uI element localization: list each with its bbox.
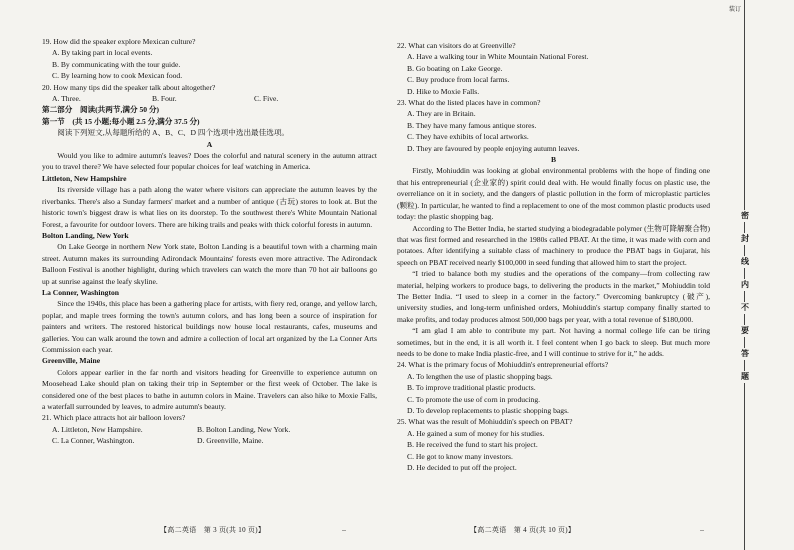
q21-option-a[interactable]: A. Littleton, New Hampshire. <box>52 424 143 434</box>
passage-b-para-1: Firstly, Mohiuddin was looking at global environmental problems with the hope of finding one that his entrepreneurial (企业家的) spirit could deal with. He would finally focus on plastic use, the overreliance on it in society, and the dangers of plastic pollution in the form of microplastic particles (颗粒). In particular, he wanted to find a replacement to one of the most common plastic products used today: the plastic shopping bag. <box>397 166 710 222</box>
place-littleton-text: Its riverside village has a path along the water where visitors can appreciate the autumn leaves by the riverbanks. There's also a Sunday farmers' market and a number of antique (古玩) stores to look at. But the historic town's biggest draw is what lies on its doorstep. To the southwest there's White Mountain National Forest, a favourite for outdoor lovers. There are hiking trails and peaks with thick colorful forests in autumn. <box>42 185 377 229</box>
seal-rule <box>744 0 745 550</box>
q23-option-a[interactable]: A. They are in Britain. <box>407 109 476 119</box>
q24-option-c[interactable]: C. To promote the use of corn in producing. <box>407 394 541 404</box>
page-footer-right: 【高二英语 第 4 页(共 10 页)】 <box>470 526 576 534</box>
q22-stem: 22. What can visitors do at Greenville? <box>397 41 516 50</box>
place-bolton-name: Bolton Landing, New York <box>42 230 129 240</box>
q22-option-c[interactable]: C. Buy produce from local farms. <box>407 75 510 85</box>
passage-b-para-3: “I tried to balance both my studies and the operations of the company—from collecting raw material, helping workers to produce bags, to delivering the products in the market,” Mohiuddin told The Better India. “I used to sleep in a corner in the factory.” Overcoming bankruptcy (破产), university studies, and long-term unfinished orders, Mohiuddin's startup company finally started to make profits, and today produces almost 500,000 bags per year, with a total revenue of $180,000. <box>397 269 710 324</box>
place-bolton-text: On Lake George in northern New York state, Bolton Landing is a beautiful town with a charming main street. Autumn makes its surrounding Adirondack Mountains' forests even more attractive. The Adirondack Balloon Festival is another highlight, during which travelers can watch the more than 70 hot air balloons go up at sunrise against the leafy skyline. <box>42 242 377 286</box>
q21-option-d[interactable]: D. Greenville, Maine. <box>197 436 264 446</box>
q22-option-a[interactable]: A. Have a walking tour in White Mountain National Forest. <box>407 52 589 62</box>
q21-option-b[interactable]: B. Bolton Landing, New York. <box>197 424 291 434</box>
q24-stem: 24. What is the primary focus of Mohiuddin's entrepreneurial efforts? <box>397 360 609 370</box>
q19-option-a[interactable]: A. By taking part in local events. <box>52 48 153 58</box>
q24-option-a[interactable]: A. To lengthen the use of plastic shopping bags. <box>407 371 553 381</box>
seal-char: 题 <box>738 371 752 383</box>
footer-dash-left: -- <box>342 528 346 534</box>
q20-stem: 20. How many tips did the speaker talk about altogether? <box>42 82 216 92</box>
place-greenville-text: Colors appear earlier in the far north and visitors heading for Greenville to experience autumn on Moosehead Lake should plan on taking their trip in September or the first week of October. The lake is considered one of the best places to bathe in autumn colors in Maine. Travelers can also hike to Moxie Falls, a waterfall surrounded by leaves, to admire autumn's beauty. <box>42 367 377 411</box>
q23-option-d[interactable]: D. They are favoured by people enjoying autumn leaves. <box>407 143 580 153</box>
q20-options <box>42 93 377 104</box>
instruction: 阅读下列短文,从每题所给的 A、B、C、D 四个选项中选出最佳选项。 <box>57 128 290 138</box>
right-column <box>397 40 710 473</box>
seal-char: 密 <box>738 210 752 222</box>
q23-option-b[interactable]: B. They have many famous antique stores. <box>407 120 537 130</box>
q23-stem: 23. What do the listed places have in common? <box>397 98 541 108</box>
binding-mark: 装订 <box>728 7 741 13</box>
passage-b-para-4: “I am glad I am able to contribute my part. Not having a normal college life can be tiring sometimes, but in the end, it is all worth it. I feel content when I go back to sleep. But much more needs to be done to make India plastic-free, and I will continue to strive for it,” he adds. <box>397 326 710 358</box>
passage-a-label: A <box>206 139 213 149</box>
q21-stem: 21. Which place attracts hot air balloon lovers? <box>42 413 186 423</box>
place-greenville-name: Greenville, Maine <box>42 356 101 366</box>
seal-char: 答 <box>738 348 752 360</box>
q25-option-c[interactable]: C. He got to know many investors. <box>407 451 513 461</box>
left-column <box>42 36 377 447</box>
seal-char: 不 <box>738 302 752 314</box>
q22-option-b[interactable]: B. Go boating on Lake George. <box>407 63 503 73</box>
q22-option-d[interactable]: D. Hike to Moxie Falls. <box>407 86 480 96</box>
q23-option-c[interactable]: C. They have exhibits of local artworks. <box>407 132 529 142</box>
q24-option-b[interactable]: B. To improve traditional plastic products. <box>407 383 536 393</box>
q21-options <box>42 424 377 447</box>
q20-option-a[interactable]: A. Three. <box>52 94 81 104</box>
passage-b-para-2: According to The Better India, he started studying a biodegradable polymer (生物可降解聚合物) that was first formed and researched in the 1980s called PBAT. At the time, it was made with corn and potatoes. After identifying a suitable class of machinery to produce the PBAT bags in Gujarat, his speech on PBAT received nearly $100,000 in seed funding that allowed him to start the project. <box>397 223 710 267</box>
q25-option-b[interactable]: B. He received the fund to start his project. <box>407 440 538 450</box>
q25-option-d[interactable]: D. He decided to put off the project. <box>407 463 517 473</box>
seal-char: 线 <box>738 256 752 268</box>
q24-option-d[interactable]: D. To develop replacements to plastic shopping bags. <box>407 406 569 415</box>
footer-dash-right: -- <box>700 528 704 534</box>
q20-option-c[interactable]: C. Five. <box>254 94 279 104</box>
place-laconner-name: La Conner, Washington <box>42 287 120 297</box>
seal-char: 封 <box>738 233 752 245</box>
q19-option-b[interactable]: B. By communicating with the tour guide. <box>52 59 181 69</box>
q25-stem: 25. What was the result of Mohiuddin's speech on PBAT? <box>397 417 573 427</box>
q19-stem: 19. How did the speaker explore Mexican culture? <box>42 37 196 46</box>
section-title: 第二部分 阅读(共两节,满分 50 分) <box>42 105 160 115</box>
q20-option-b[interactable]: B. Four. <box>152 94 177 104</box>
place-littleton-name: Littleton, New Hampshire <box>42 173 127 183</box>
place-laconner-text: Since the 1940s, this place has been a gathering place for artists, with fiery red, orange, and yellow larch, poplar, and maple trees forming the town's autumn colors, and has long been a source of inspiration for painters and writers. The restored historical buildings now house local restaurants, cafes, museums and galleries. You can walk around the town and admire a collection of local art organized by the La Conner Arts Commission each year. <box>42 299 377 354</box>
sub-title: 第一节 (共 15 小题;每小题 2.5 分,满分 37.5 分) <box>42 116 200 126</box>
q19-option-c[interactable]: C. By learning how to cook Mexican food. <box>52 71 183 81</box>
page-footer-left: 【高二英语 第 3 页(共 10 页)】 <box>160 526 266 534</box>
q25-option-a[interactable]: A. He gained a sum of money for his studies. <box>407 428 545 438</box>
seal-char: 内 <box>738 279 752 291</box>
seal-char: 要 <box>738 325 752 337</box>
seal-line <box>734 0 756 550</box>
passage-a-intro: Would you like to admire autumn's leaves? Does the colorful and natural scenery in the autumn attract you to travel there? We have selected four popular choices for leaf watching in America. <box>42 151 377 172</box>
q21-option-c[interactable]: C. La Conner, Washington. <box>52 436 135 446</box>
passage-b-label: B <box>550 155 557 165</box>
